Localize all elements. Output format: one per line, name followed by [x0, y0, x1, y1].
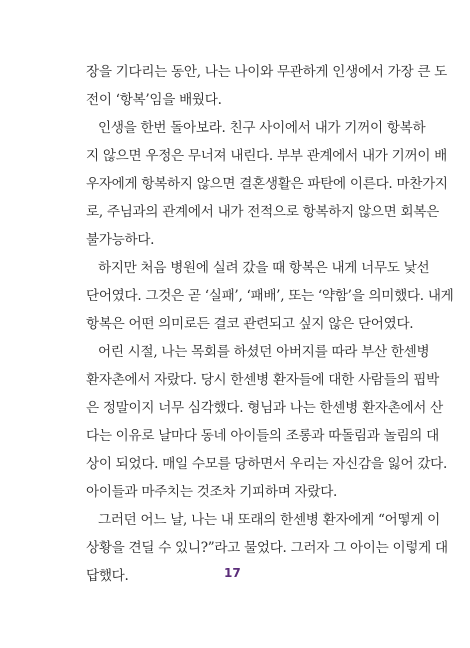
- text-line: 우자에게 항복하지 않으면 결혼생활은 파탄에 이른다. 마찬가지: [86, 176, 448, 192]
- text-line: 상이 되었다. 매일 수모를 당하면서 우리는 자신감을 잃어 갔다.: [86, 456, 447, 472]
- paragraph: [86, 114, 448, 254]
- text-line: 인생을 한번 돌아보라. 친구 사이에서 내가 기꺼이 항복하: [98, 120, 426, 136]
- text-line: 장을 기다리는 동안, 나는 나이와 무관하게 인생에서 가장 큰 도: [86, 64, 447, 80]
- text-line: 하지만 처음 병원에 실려 갔을 때 항복은 내게 너무도 낯선: [98, 260, 430, 276]
- text-line: 불가능하다.: [86, 232, 155, 248]
- text-line: 지 않으면 우정은 무너져 내린다. 부부 관계에서 내가 기꺼이 배: [86, 148, 447, 164]
- text-line: 단어였다. 그것은 곧 ‘실패’, ‘패배’, 또는 ‘약함’을 의미했다. 내게: [86, 288, 454, 304]
- text-line: 전이 ‘항복’임을 배웠다.: [86, 92, 222, 108]
- text-line: 답했다.: [86, 568, 129, 584]
- text-line: 아이들과 마주치는 것조차 기피하며 자랐다.: [86, 484, 338, 500]
- paragraph: [86, 338, 447, 506]
- text-line: 은 정말이지 너무 심각했다. 형님과 나는 한센병 환자촌에서 산: [86, 400, 443, 416]
- text-line: 어린 시절, 나는 목회를 하셨던 아버지를 따라 부산 한센병: [98, 344, 430, 360]
- paragraph: [86, 254, 454, 338]
- text-line: 그러던 어느 날, 나는 내 또래의 한센병 환자에게 “어떻게 이: [98, 512, 440, 528]
- paragraph: [86, 58, 447, 114]
- text-line: 항복은 어떤 의미로든 결코 관련되고 싶지 않은 단어였다.: [86, 316, 414, 332]
- text-line: 다는 이유로 날마다 동네 아이들의 조롱과 따돌림과 놀림의 대: [86, 428, 439, 444]
- text-line: 로, 주님과의 관계에서 내가 전적으로 항복하지 않으면 회복은: [86, 204, 439, 220]
- document-body: [86, 58, 454, 590]
- paragraph: [86, 506, 448, 590]
- text-line: 환자촌에서 자랐다. 당시 한센병 환자들에 대한 사람들의 핍박: [86, 372, 439, 388]
- page-number: 17: [224, 566, 241, 580]
- text-line: 상황을 견딜 수 있니?”라고 물었다. 그러자 그 아이는 이렇게 대: [86, 540, 448, 556]
